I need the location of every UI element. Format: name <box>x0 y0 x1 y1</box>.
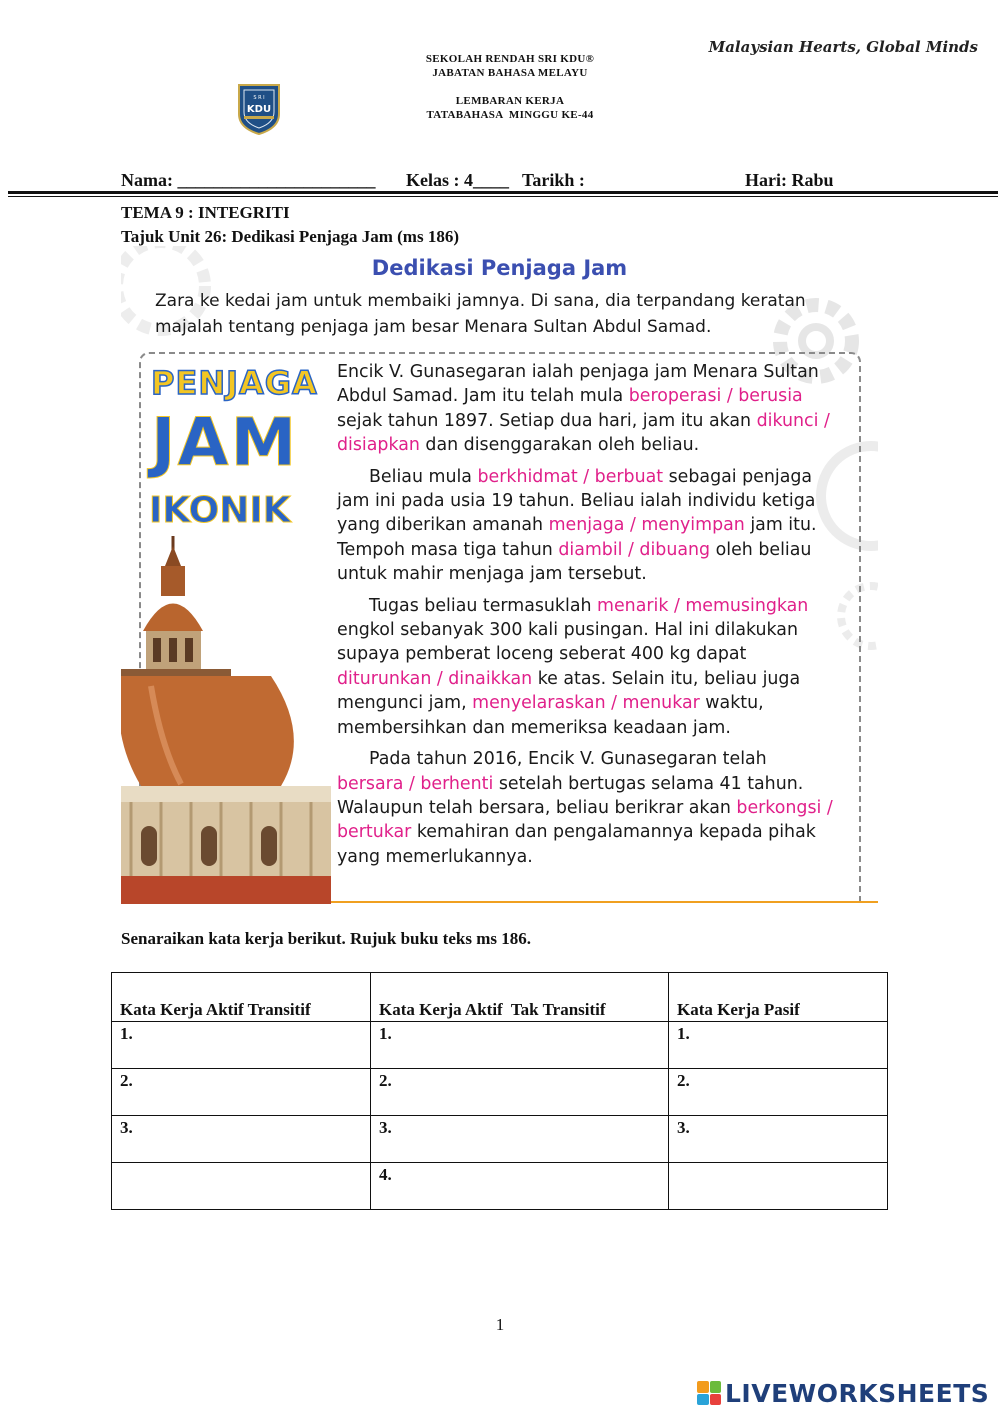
poster-word-ikonik: IKONIK <box>149 490 291 531</box>
header-divider <box>8 191 998 194</box>
table-row <box>112 1116 888 1163</box>
answer-cell[interactable]: 2. <box>112 1069 371 1116</box>
article-text: kemahiran dan pengalamannya kepada pihak yang memerlukannya. <box>337 822 816 867</box>
article-text: waktu, membersihkan dan memeriksa keadaan jam. <box>337 693 764 738</box>
article-paragraph-1 <box>337 360 837 458</box>
answer-cell[interactable]: 2. <box>371 1069 669 1116</box>
answer-cell <box>112 1163 371 1210</box>
svg-text:S R I: S R I <box>253 95 265 101</box>
column-header-pasif: Kata Kerja Pasif <box>669 973 888 1022</box>
article-text: sebagai penjaga jam ini pada usia 19 tahun. Beliau ialah individu ketiga yang diberikan amanah <box>337 466 816 536</box>
table-header-row <box>112 973 888 1022</box>
answer-cell[interactable]: 1. <box>112 1022 371 1069</box>
answer-cell[interactable]: 3. <box>112 1116 371 1163</box>
hari-label: Hari: Rabu <box>745 170 834 190</box>
table-row <box>112 1163 888 1210</box>
word-choice: beroperasi / berusia <box>628 386 803 407</box>
article-text: setelah bertugas selama 41 tahun. Walaupun telah bersara, beliau berikrar akan <box>337 773 804 818</box>
article-text: Pada tahun 2016, Encik V. Gunasegaran telah <box>369 749 767 770</box>
article-text: jam itu. Tempoh masa tiga tahun <box>337 515 817 560</box>
department-name: JABATAN BAHASA MELAYU <box>432 67 588 79</box>
school-heading <box>360 52 660 122</box>
article-body <box>337 360 837 876</box>
logo-text: KDU <box>246 104 272 115</box>
theme-title: TEMA 9 : INTEGRITI <box>121 203 290 222</box>
instruction-text: Senaraikan kata kerja berikut. Rujuk buku teks ms 186. <box>121 929 531 948</box>
subject-week: TATABAHASA MINGGU KE-44 <box>426 109 594 121</box>
brand-name: LIVEWORKSHEETS <box>725 1378 990 1408</box>
article-paragraph-4 <box>337 747 837 869</box>
textbook-figure <box>121 246 878 904</box>
word-choice: diturunkan / dinaikkan <box>337 668 533 689</box>
poster-word-jam: JAM <box>151 404 299 481</box>
word-choice: dikunci / disiapkan <box>337 410 830 456</box>
column-header-transitif: Kata Kerja Aktif Transitif <box>112 973 371 1022</box>
kelas-field[interactable]: Kelas : 4____ <box>406 170 509 190</box>
liveworksheets-logo-icon <box>697 1381 721 1405</box>
article-text: ke atas. Selain itu, beliau juga mengunci jam, <box>337 668 801 714</box>
school-name: SEKOLAH RENDAH SRI KDU® <box>425 53 595 65</box>
article-text: engkol sebanyak 300 kali pusingan. Hal ini dilakukan supaya pemberat loceng seberat 400 kg dapat <box>337 620 798 665</box>
document-type: LEMBARAN KERJA <box>455 95 565 107</box>
word-choice: bersara / berhenti <box>337 773 494 794</box>
tower-dome-illustration <box>121 536 331 904</box>
liveworksheets-brand[interactable] <box>697 1376 989 1410</box>
answer-cell[interactable]: 1. <box>371 1022 669 1069</box>
article-text: Encik V. Gunasegaran ialah penjaga jam Menara Sultan Abdul Samad. Jam itu telah mula <box>337 362 819 407</box>
answer-cell <box>669 1163 888 1210</box>
article-text: sejak tahun 1897. Setiap dua hari, jam itu akan <box>337 410 757 431</box>
header-divider-thin <box>8 196 998 197</box>
answer-cell[interactable]: 3. <box>371 1116 669 1163</box>
word-choice: diambil / dibuang <box>558 539 711 560</box>
verb-table <box>111 972 888 1210</box>
figure-bottom-line <box>331 901 878 903</box>
word-choice: menyelaraskan / menukar <box>472 693 700 714</box>
article-paragraph-3 <box>337 594 837 740</box>
article-paragraph-2 <box>337 465 837 587</box>
answer-cell[interactable]: 1. <box>669 1022 888 1069</box>
school-motto: Malaysian Hearts, Global Minds <box>708 38 978 56</box>
article-text: Tugas beliau termasuklah <box>369 595 598 616</box>
student-info-line <box>0 170 1000 192</box>
article-text: oleh beliau untuk mahir menjaga jam tersebut. <box>337 539 812 585</box>
school-crest-logo <box>236 82 282 136</box>
column-header-tak-transitif: Kata Kerja Aktif Tak Transitif <box>371 973 669 1022</box>
answer-cell[interactable]: 3. <box>669 1116 888 1163</box>
page-number: 1 <box>495 1315 505 1334</box>
figure-intro: Zara ke kedai jam untuk membaiki jamnya. Di sana, dia terpandang keratan majalah tentang penjaga jam besar Menara Sultan Abdul Samad. <box>155 291 806 337</box>
article-text: dan disenggarakan oleh beliau. <box>419 435 700 456</box>
word-choice: berkhidmat / berbuat <box>477 466 664 487</box>
unit-title: Tajuk Unit 26: Dedikasi Penjaga Jam (ms 186) <box>121 227 459 246</box>
answer-cell[interactable]: 4. <box>371 1163 669 1210</box>
answer-cell[interactable]: 2. <box>669 1069 888 1116</box>
figure-title: Dedikasi Penjaga Jam <box>371 256 628 280</box>
poster-word-penjaga: PENJAGA <box>151 364 318 402</box>
table-row <box>112 1069 888 1116</box>
word-choice: berkongsi / bertukar <box>337 797 833 843</box>
word-choice: menjaga / menyimpan <box>548 515 745 536</box>
tarikh-field[interactable]: Tarikh : <box>522 170 585 190</box>
table-row <box>112 1022 888 1069</box>
word-choice: menarik / memusingkan <box>597 595 809 616</box>
article-text: Beliau mula <box>369 466 478 487</box>
nama-field[interactable]: Nama: ______________________ <box>121 170 376 190</box>
